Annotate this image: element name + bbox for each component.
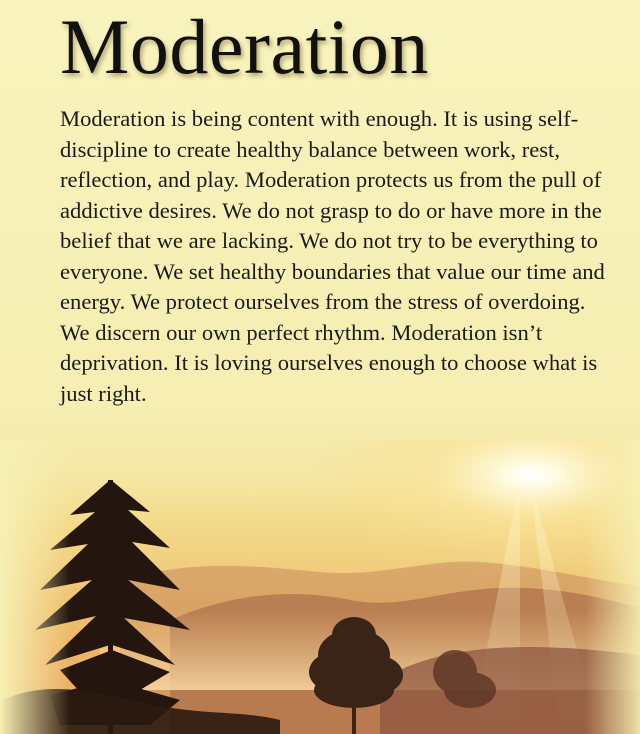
page-title: Moderation xyxy=(60,3,429,90)
sunrise-landscape-image xyxy=(0,440,640,734)
virtue-description: Moderation is being content with enough. It is using self-discipline to create healthy balance between work, rest, reflection, and play. Moderation protects us from the pull of addictive desires. We do not grasp to do or have more in the belief that we are lacking. We do not try to be everything to everyone. We set healthy boundaries that value our time and energy. We protect ourselves from the stress of overdoing. We discern our own perfect rhythm. Moderation isn’t deprivation. It is loving ourselves enough to choose what is just right. xyxy=(60,106,605,406)
